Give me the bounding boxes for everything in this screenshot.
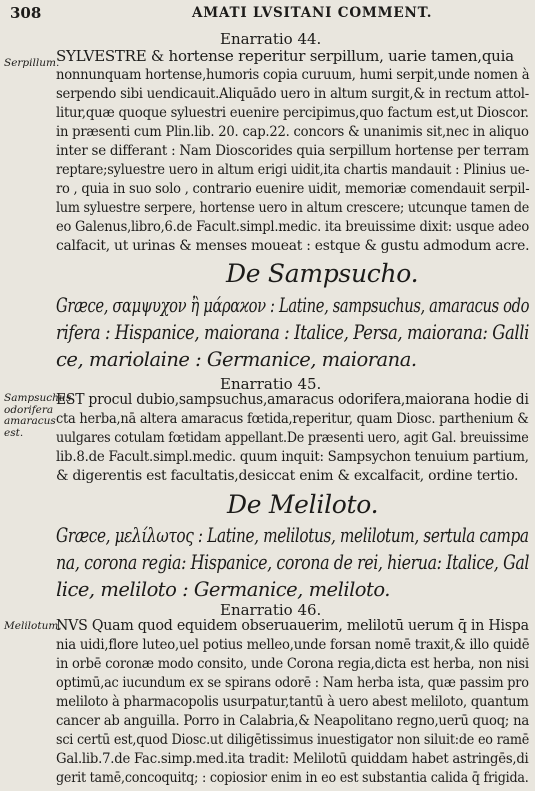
text-line: nia uidi,flore luteo,uel potius melleo,unde forsan nomē traxit,& illo quidē	[56, 637, 530, 653]
margin-note-line: Sampsuchus	[4, 392, 72, 404]
text-line: meliloto à pharmacopolis usurpatur,tantū à uero abest meliloto, quantum	[56, 694, 529, 710]
text-line: gerit tamē,concoquitq; : copiosior enim in eo est substantia calida q̄ frigida.	[56, 770, 529, 786]
text-line: litur,quæ quoque syluestri euenire percipimus,quo factum est,ut Dioscor.	[56, 105, 529, 121]
text-line: uulgares cotulam fœtidam appellant.De præsenti uero, agit Gal. breuissime	[56, 430, 529, 446]
margin-note-line: odorifera	[4, 403, 54, 416]
section-title: De Sampsucho.	[226, 259, 419, 288]
text-line: cancer ab anguilla. Porro in Calabria,& Neapolitano regno,uerū quoq; na	[56, 713, 529, 729]
text-line: cta herba,nā altera amaracus fœtida,reperitur, quam Diosc. parthenium &	[56, 411, 529, 427]
text-line: calfacit, ut urinas & menses moueat : estque & gustu admodum acre.	[56, 238, 530, 254]
page-number: 308	[10, 4, 42, 22]
synonyms-line: Græce, μελίλωτος : Latine, melilotus, melilotum, sertula campa	[56, 524, 529, 547]
page-header	[4, 4, 529, 24]
enarratio-heading: Enarratio 44.	[220, 30, 322, 48]
text-line: reptare;syluestre uero in altum erigi uidit,ita chartis mandauit : Plinius ue-	[56, 162, 530, 178]
text-line: sci certū est,quod Diosc.ut diligētissimus inuestigator non siluit:de eo ramē	[56, 732, 530, 748]
margin-note: Melilotum.	[4, 620, 62, 632]
text-line: nonnunquam hortense,humoris copia curuum, humi serpit,unde nomen à	[56, 67, 530, 83]
text-line: in orbē coronæ modo consito, unde Corona regia,dicta est herba, non nisi	[56, 656, 529, 672]
margin-note-line: amaracus	[4, 415, 56, 428]
enarratio-heading: Enarratio 45.	[220, 375, 322, 393]
synonyms-line: lice, meliloto : Germanice, meliloto.	[56, 578, 390, 601]
synonyms-line: na, corona regia: Hispanice, corona de rei, hierua: Italice, Gal	[56, 551, 530, 574]
synonyms-line: rifera : Hispanice, maiorana : Italice, Persa, maiorana: Galli	[56, 321, 529, 344]
text-line: ro , quia in suo solo , contrario euenire uidit, memoriæ comendauit serpil-	[56, 181, 530, 197]
synonyms-line: Græce, σαμψυχον ἢ μάραϰον : Latine, sampsuchus, amaracus odo	[56, 294, 530, 317]
text-line: eo Galenus,libro,6.de Facult.simpl.medic. ita breuissime dixit: usque adeo	[56, 219, 529, 235]
margin-note: Serpillum.	[4, 57, 60, 69]
section-title: De Meliloto.	[227, 490, 379, 519]
text-line: SYLVESTRE & hortense reperitur serpillum, uarie tamen,quia	[56, 47, 514, 65]
text-line: serpendo sibi uendicauit.Aliquādo uero in altum surgit,& in rectum attol-	[56, 86, 529, 102]
running-title: AMATI LVSITANI COMMENT.	[192, 5, 433, 21]
enarratio-heading: Enarratio 46.	[220, 601, 322, 619]
synonyms-line: ce, mariolaine : Germanice, maiorana.	[56, 348, 417, 371]
text-line: EST procul dubio,sampsuchus,amaracus odorifera,maiorana hodie di	[56, 392, 529, 408]
text-line: inter se differant : Nam Dioscorides quia serpillum hortense per terram	[56, 143, 529, 159]
text-line: optimū,ac iucundum ex se spirans odorē : Nam herba ista, quæ passim pro	[56, 675, 529, 691]
text-line: lum syluestre serpere, hortense uero in altum crescere; utcunque tamen de	[56, 200, 530, 216]
text-line: Gal.lib.7.de Fac.simp.med.ita tradit: Melilotū quiddam habet astringēs,di	[56, 751, 529, 767]
margin-note-line: est.	[4, 426, 24, 439]
text-line: lib.8.de Facult.simpl.medic. quum inquit: Sampsychon tenuium partium,	[56, 449, 529, 465]
text-line: in præsenti cum Plin.lib. 20. cap.22. concors & unanimis sit,nec in aliquo	[56, 124, 529, 140]
text-line: & digerentis est facultatis,desiccat enim & excalfacit, ordine tertio.	[56, 468, 519, 484]
text-line: NVS Quam quod equidem obseruauerim, melilotū uerum q̄ in Hispa	[56, 618, 529, 634]
